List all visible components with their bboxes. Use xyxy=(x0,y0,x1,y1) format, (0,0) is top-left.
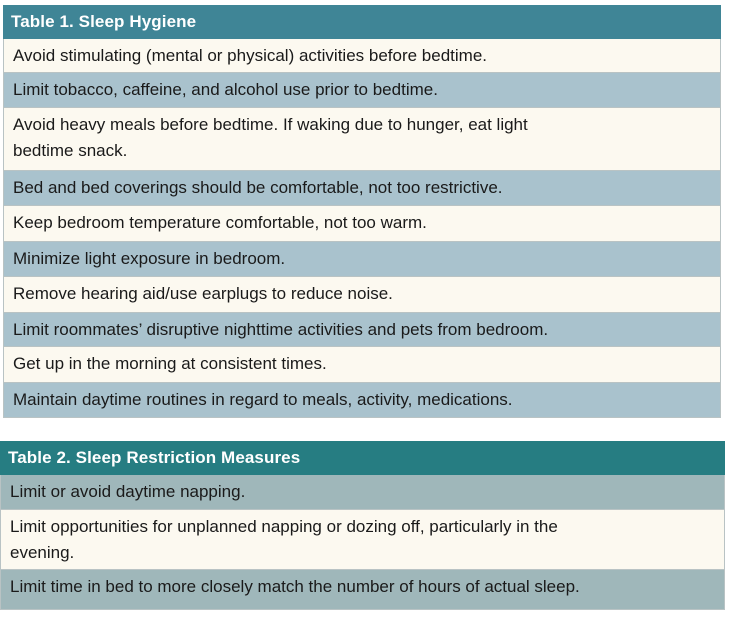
table-row: Remove hearing aid/use earplugs to reduce noise. xyxy=(3,277,721,313)
table-row: Get up in the morning at consistent times. xyxy=(3,347,721,383)
sleep-restriction-table xyxy=(0,441,725,610)
table-title: Table 2. Sleep Restriction Measures xyxy=(0,441,725,475)
table-title: Table 1. Sleep Hygiene xyxy=(3,5,721,39)
table-row: Keep bedroom temperature comfortable, not too warm. xyxy=(3,206,721,242)
table-row: Limit or avoid daytime napping. xyxy=(0,475,725,510)
table-row: Limit roommates’ disruptive nighttime activities and pets from bedroom. xyxy=(3,313,721,347)
table-row: Avoid stimulating (mental or physical) activities before bedtime. xyxy=(3,39,721,73)
table-row: Avoid heavy meals before bedtime. If waking due to hunger, eat light bedtime snack. xyxy=(3,108,721,171)
table-row: Limit opportunities for unplanned napping or dozing off, particularly in the evening. xyxy=(0,510,725,570)
table-row: Bed and bed coverings should be comfortable, not too restrictive. xyxy=(3,171,721,206)
table-row: Minimize light exposure in bedroom. xyxy=(3,242,721,277)
table-row: Maintain daytime routines in regard to meals, activity, medications. xyxy=(3,383,721,418)
table-row: Limit time in bed to more closely match the number of hours of actual sleep. xyxy=(0,570,725,610)
sleep-hygiene-table xyxy=(3,5,721,418)
table-row: Limit tobacco, caffeine, and alcohol use prior to bedtime. xyxy=(3,73,721,108)
